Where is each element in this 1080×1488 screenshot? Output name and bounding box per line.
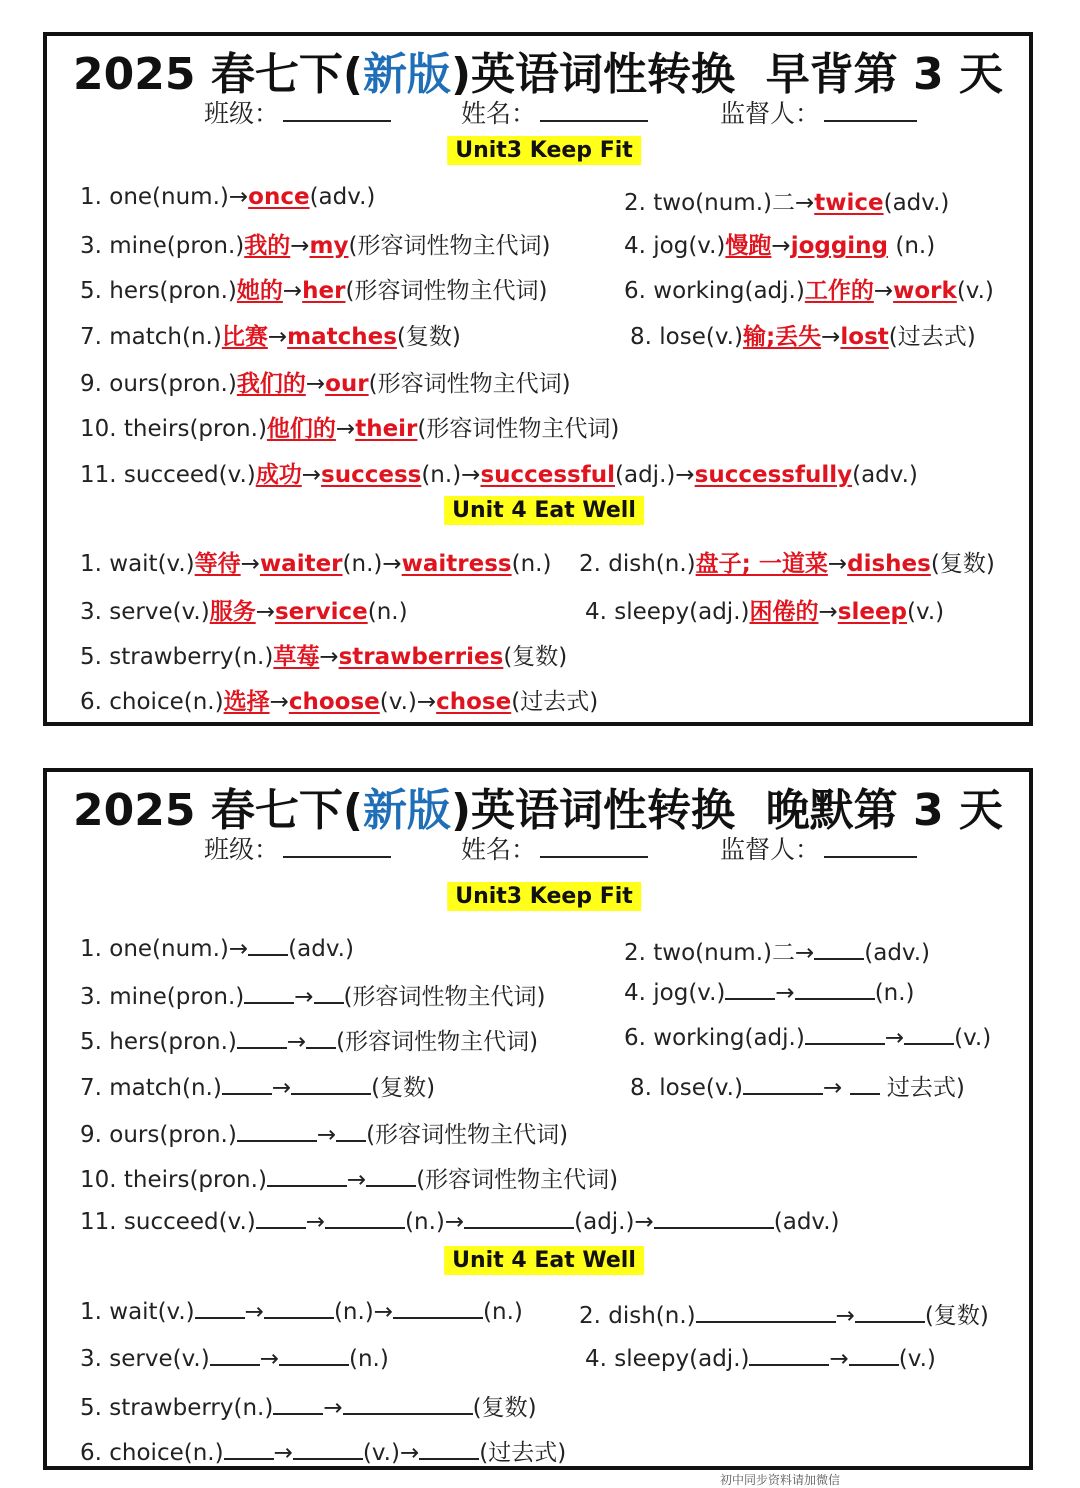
blank-line[interactable]: [749, 1344, 829, 1366]
supervisor-field[interactable]: 监督人：: [720, 94, 917, 130]
list-item: [624, 272, 994, 305]
class-field[interactable]: 班级：: [204, 830, 391, 866]
blank-line[interactable]: [195, 1297, 245, 1319]
item-text: 4. jog(v.): [624, 980, 726, 1006]
blank-line[interactable]: [314, 982, 344, 1004]
item-text: →: [259, 1346, 279, 1372]
item-text: (adj.)→: [574, 1209, 654, 1235]
list-item: [80, 593, 408, 626]
item-text: 6. choice(n.): [80, 1440, 224, 1466]
item-text: 4. sleepy(adj.): [585, 1346, 750, 1372]
answer-text: 等待: [194, 551, 241, 577]
item-text: (过去式): [479, 1440, 567, 1466]
list-item: [624, 1023, 991, 1051]
answer-text: 她的: [236, 278, 283, 304]
unit3-title: Unit3 Keep Fit: [447, 136, 641, 165]
blank-line[interactable]: [336, 1120, 366, 1142]
list-item: [80, 456, 918, 489]
item-text: (adv.): [864, 940, 931, 966]
blank-line[interactable]: [256, 1207, 306, 1229]
list-item: [80, 1434, 566, 1467]
list-item: [585, 1344, 936, 1372]
item-text: (形容词性物主代词): [345, 278, 548, 304]
name-field[interactable]: 姓名：: [461, 830, 648, 866]
item-text: →: [269, 689, 289, 715]
item-text: 9. ours(pron.): [80, 1122, 237, 1148]
item-text: →: [346, 1167, 367, 1193]
answer-text: 他们的: [266, 416, 336, 442]
blank-line[interactable]: [696, 1301, 836, 1323]
item-text: →: [822, 1075, 850, 1101]
item-text: (adv.): [852, 462, 918, 488]
item-text: →: [271, 1075, 292, 1101]
item-text: (n.): [874, 980, 915, 1006]
answer-text: 我们的: [236, 371, 306, 397]
item-text: →: [244, 1299, 264, 1325]
list-item: [80, 318, 461, 351]
list-item: [579, 545, 995, 578]
blank-line[interactable]: [273, 1393, 323, 1415]
item-text: (复数): [396, 324, 461, 350]
answer-text: success: [321, 462, 422, 488]
list-item: [80, 978, 545, 1011]
list-item: [80, 638, 567, 671]
answer-text: her: [302, 278, 346, 304]
item-text: (n.)→: [421, 462, 481, 488]
item-text: (形容词性物主代词): [417, 416, 620, 442]
item-text: 4. sleepy(adj.): [585, 599, 750, 625]
item-text: (n.)→: [405, 1209, 465, 1235]
blank-line[interactable]: [224, 1438, 274, 1460]
list-item: [630, 318, 976, 351]
item-text: (过去式): [888, 324, 976, 350]
answer-text: dishes: [847, 551, 931, 577]
list-item: [80, 227, 550, 260]
unit4-title: Unit 4 Eat Well: [444, 1246, 644, 1275]
blank-line[interactable]: [210, 1344, 260, 1366]
blank-line[interactable]: [222, 1073, 272, 1095]
item-text: (复数): [371, 1075, 436, 1101]
item-text: 3. serve(v.): [80, 1346, 210, 1372]
item-text: 1. one(num.)→: [80, 184, 249, 210]
unit3-title: Unit3 Keep Fit: [447, 882, 641, 911]
item-text: 5. hers(pron.): [80, 1029, 237, 1055]
item-text: 4. jog(v.): [624, 233, 726, 259]
item-text: →: [821, 324, 841, 350]
answer-text: once: [248, 184, 310, 210]
item-text: (形容词性物主代词): [366, 1122, 569, 1148]
list-item: [80, 1116, 568, 1149]
answer-text: 服务: [209, 599, 256, 625]
item-text: (复数): [930, 551, 995, 577]
answer-text: sleep: [837, 599, 908, 625]
item-text: 3. mine(pron.): [80, 984, 245, 1010]
item-text: (adv.): [288, 936, 354, 962]
item-text: (adv.): [309, 184, 376, 210]
blank-line[interactable]: [743, 1073, 823, 1095]
item-text: →: [775, 980, 795, 1006]
item-text: (形容词性物主代词): [416, 1167, 619, 1193]
item-text: →: [873, 278, 894, 304]
blank-line[interactable]: [291, 1073, 371, 1095]
item-text: (复数): [503, 644, 568, 670]
blank-line[interactable]: [248, 934, 288, 956]
answer-text: 困倦的: [749, 599, 819, 625]
answer-text: 草莓: [273, 644, 320, 670]
answer-text: our: [325, 371, 369, 397]
blank-line[interactable]: [805, 1023, 885, 1045]
item-text: (n.): [348, 1346, 389, 1372]
answer-text: service: [274, 599, 368, 625]
blank-line[interactable]: [244, 982, 294, 1004]
blank-line[interactable]: [849, 1344, 899, 1366]
item-text: (n.): [483, 1299, 523, 1325]
answer-text: choose: [288, 689, 380, 715]
item-text: 11. succeed(v.): [80, 462, 256, 488]
answer-text: 工作的: [804, 278, 874, 304]
sheet-title: 2025 春七下(新版)英语词性转换 晚默第 3 天: [73, 785, 1003, 836]
answer-text: lost: [840, 324, 889, 350]
item-text: (复数): [924, 1303, 989, 1329]
item-text: 1. one(num.)→: [80, 936, 249, 962]
answer-text: 输;丢失: [742, 324, 822, 350]
name-field[interactable]: 姓名：: [461, 94, 648, 130]
list-item: [80, 184, 375, 210]
item-text: (n.): [367, 599, 408, 625]
footer-note: 初中同步资料请加微信: [720, 1473, 841, 1487]
item-text: 3. serve(v.): [80, 599, 210, 625]
answer-text: waiter: [259, 551, 343, 577]
item-text: (v.)→: [379, 689, 437, 715]
answer-text: matches: [287, 324, 397, 350]
blank-line[interactable]: [325, 1207, 405, 1229]
item-text: 2. two(num.)二→: [624, 940, 815, 966]
item-text: 8. lose(v.): [630, 324, 743, 350]
list-item: [579, 1297, 989, 1330]
item-text: →: [255, 599, 275, 625]
item-text: 5. hers(pron.): [80, 278, 237, 304]
class-field[interactable]: 班级：: [204, 94, 391, 130]
blank-line[interactable]: [237, 1027, 287, 1049]
blank-line[interactable]: [366, 1165, 416, 1187]
blank-line[interactable]: [464, 1207, 574, 1229]
answer-text: strawberries: [338, 644, 504, 670]
answer-text: 选择: [223, 689, 270, 715]
blank-line[interactable]: [795, 978, 875, 1000]
item-text: 7. match(n.): [80, 324, 222, 350]
item-text: →: [884, 1025, 905, 1051]
item-text: →: [319, 644, 339, 670]
item-text: (adj.)→: [615, 462, 695, 488]
item-text: 过去式): [879, 1075, 965, 1101]
item-text: →: [286, 1029, 307, 1055]
item-text: →: [771, 233, 791, 259]
evening-sheet: [43, 768, 1033, 1470]
item-text: 6. working(adj.): [624, 278, 805, 304]
item-text: 11. succeed(v.): [80, 1209, 256, 1235]
item-text: (形容词性物主代词): [368, 371, 571, 397]
list-item: [80, 1207, 840, 1235]
item-text: →: [827, 551, 848, 577]
info-line: [47, 830, 1029, 862]
list-item: [80, 545, 551, 578]
list-item: [585, 593, 944, 626]
list-item: [624, 227, 935, 260]
item-text: →: [240, 551, 260, 577]
answer-text: chose: [436, 689, 512, 715]
item-text: →: [290, 233, 310, 259]
unit4-title: Unit 4 Eat Well: [444, 496, 644, 525]
answer-text: jogging: [790, 233, 889, 259]
item-text: 10. theirs(pron.): [80, 416, 267, 442]
list-item: [80, 683, 598, 716]
item-text: 2. two(num.)二→: [624, 190, 815, 216]
list-item: [80, 1161, 618, 1194]
item-text: →: [301, 462, 322, 488]
item-text: (v.): [954, 1025, 992, 1051]
answer-text: work: [893, 278, 957, 304]
answer-text: 比赛: [221, 324, 268, 350]
list-item: [80, 1389, 537, 1422]
list-item: [80, 410, 619, 443]
blank-line[interactable]: [306, 1027, 336, 1049]
list-item: [80, 1297, 523, 1325]
item-text: →: [305, 1209, 326, 1235]
answer-text: 慢跑: [725, 233, 772, 259]
item-text: (v.): [898, 1346, 936, 1372]
item-text: →: [273, 1440, 293, 1466]
blank-line[interactable]: [654, 1207, 774, 1229]
blank-line[interactable]: [855, 1301, 925, 1323]
item-text: →: [829, 1346, 849, 1372]
sheet-title: 2025 春七下(新版)英语词性转换 早背第 3 天: [73, 49, 1003, 100]
item-text: (形容词性物主代词): [336, 1029, 539, 1055]
item-text: 2. dish(n.): [579, 1303, 696, 1329]
item-text: (过去式): [511, 689, 599, 715]
blank-line[interactable]: [279, 1344, 349, 1366]
list-item: [630, 1069, 965, 1102]
item-text: →: [305, 371, 326, 397]
list-item: [80, 1344, 389, 1372]
answer-text: twice: [814, 190, 884, 216]
blank-line[interactable]: [393, 1297, 483, 1319]
item-text: →: [267, 324, 288, 350]
supervisor-field[interactable]: 监督人：: [720, 830, 917, 866]
blank-line[interactable]: [264, 1297, 334, 1319]
list-item: [80, 934, 354, 962]
answer-text: 盘子; 一道菜: [695, 551, 828, 577]
list-item: [80, 1069, 435, 1102]
blank-line[interactable]: [814, 938, 864, 960]
item-text: 6. working(adj.): [624, 1025, 805, 1051]
answer-text: 我的: [244, 233, 291, 259]
item-text: (v.)→: [362, 1440, 420, 1466]
answer-text: successfully: [694, 462, 853, 488]
blank-line[interactable]: [237, 1120, 317, 1142]
answer-text: waitress: [401, 551, 512, 577]
item-text: 5. strawberry(n.): [80, 644, 274, 670]
item-text: →: [835, 1303, 855, 1329]
item-text: →: [323, 1395, 343, 1421]
item-text: →: [818, 599, 838, 625]
item-text: 6. choice(n.): [80, 689, 224, 715]
blank-line[interactable]: [419, 1438, 479, 1460]
item-text: →: [294, 984, 314, 1010]
item-text: (n.): [511, 551, 552, 577]
list-item: [624, 184, 949, 217]
blank-line[interactable]: [725, 978, 775, 1000]
item-text: 10. theirs(pron.): [80, 1167, 267, 1193]
list-item: [624, 978, 915, 1006]
item-text: (n.)→: [342, 551, 402, 577]
item-text: (形容词性物主代词): [348, 233, 551, 259]
list-item: [80, 365, 571, 398]
item-text: 2. dish(n.): [579, 551, 696, 577]
info-line: [47, 94, 1029, 126]
item-text: (adv.): [883, 190, 950, 216]
list-item: [624, 934, 930, 967]
answer-text: my: [309, 233, 349, 259]
item-text: (v.): [956, 278, 994, 304]
item-text: (v.): [907, 599, 945, 625]
item-text: (adv.): [773, 1209, 840, 1235]
blank-line[interactable]: [293, 1438, 363, 1460]
item-text: 5. strawberry(n.): [80, 1395, 274, 1421]
blank-line[interactable]: [267, 1165, 347, 1187]
item-text: (n.)→: [333, 1299, 394, 1325]
item-text: 3. mine(pron.): [80, 233, 245, 259]
list-item: [80, 1023, 538, 1056]
item-text: →: [282, 278, 303, 304]
answer-text: successful: [480, 462, 616, 488]
answer-text: 成功: [255, 462, 302, 488]
item-text: 7. match(n.): [80, 1075, 222, 1101]
list-item: [80, 272, 547, 305]
blank-line[interactable]: [904, 1023, 954, 1045]
answer-text: their: [355, 416, 418, 442]
item-text: →: [335, 416, 356, 442]
item-text: 1. wait(v.): [80, 1299, 195, 1325]
item-text: 1. wait(v.): [80, 551, 195, 577]
item-text: →: [316, 1122, 337, 1148]
item-text: 9. ours(pron.): [80, 371, 237, 397]
item-text: (形容词性物主代词): [343, 984, 546, 1010]
item-text: 8. lose(v.): [630, 1075, 743, 1101]
blank-line[interactable]: [850, 1073, 880, 1095]
blank-line[interactable]: [343, 1393, 473, 1415]
item-text: (n.): [888, 233, 936, 259]
morning-sheet: [43, 32, 1033, 726]
item-text: (复数): [472, 1395, 537, 1421]
